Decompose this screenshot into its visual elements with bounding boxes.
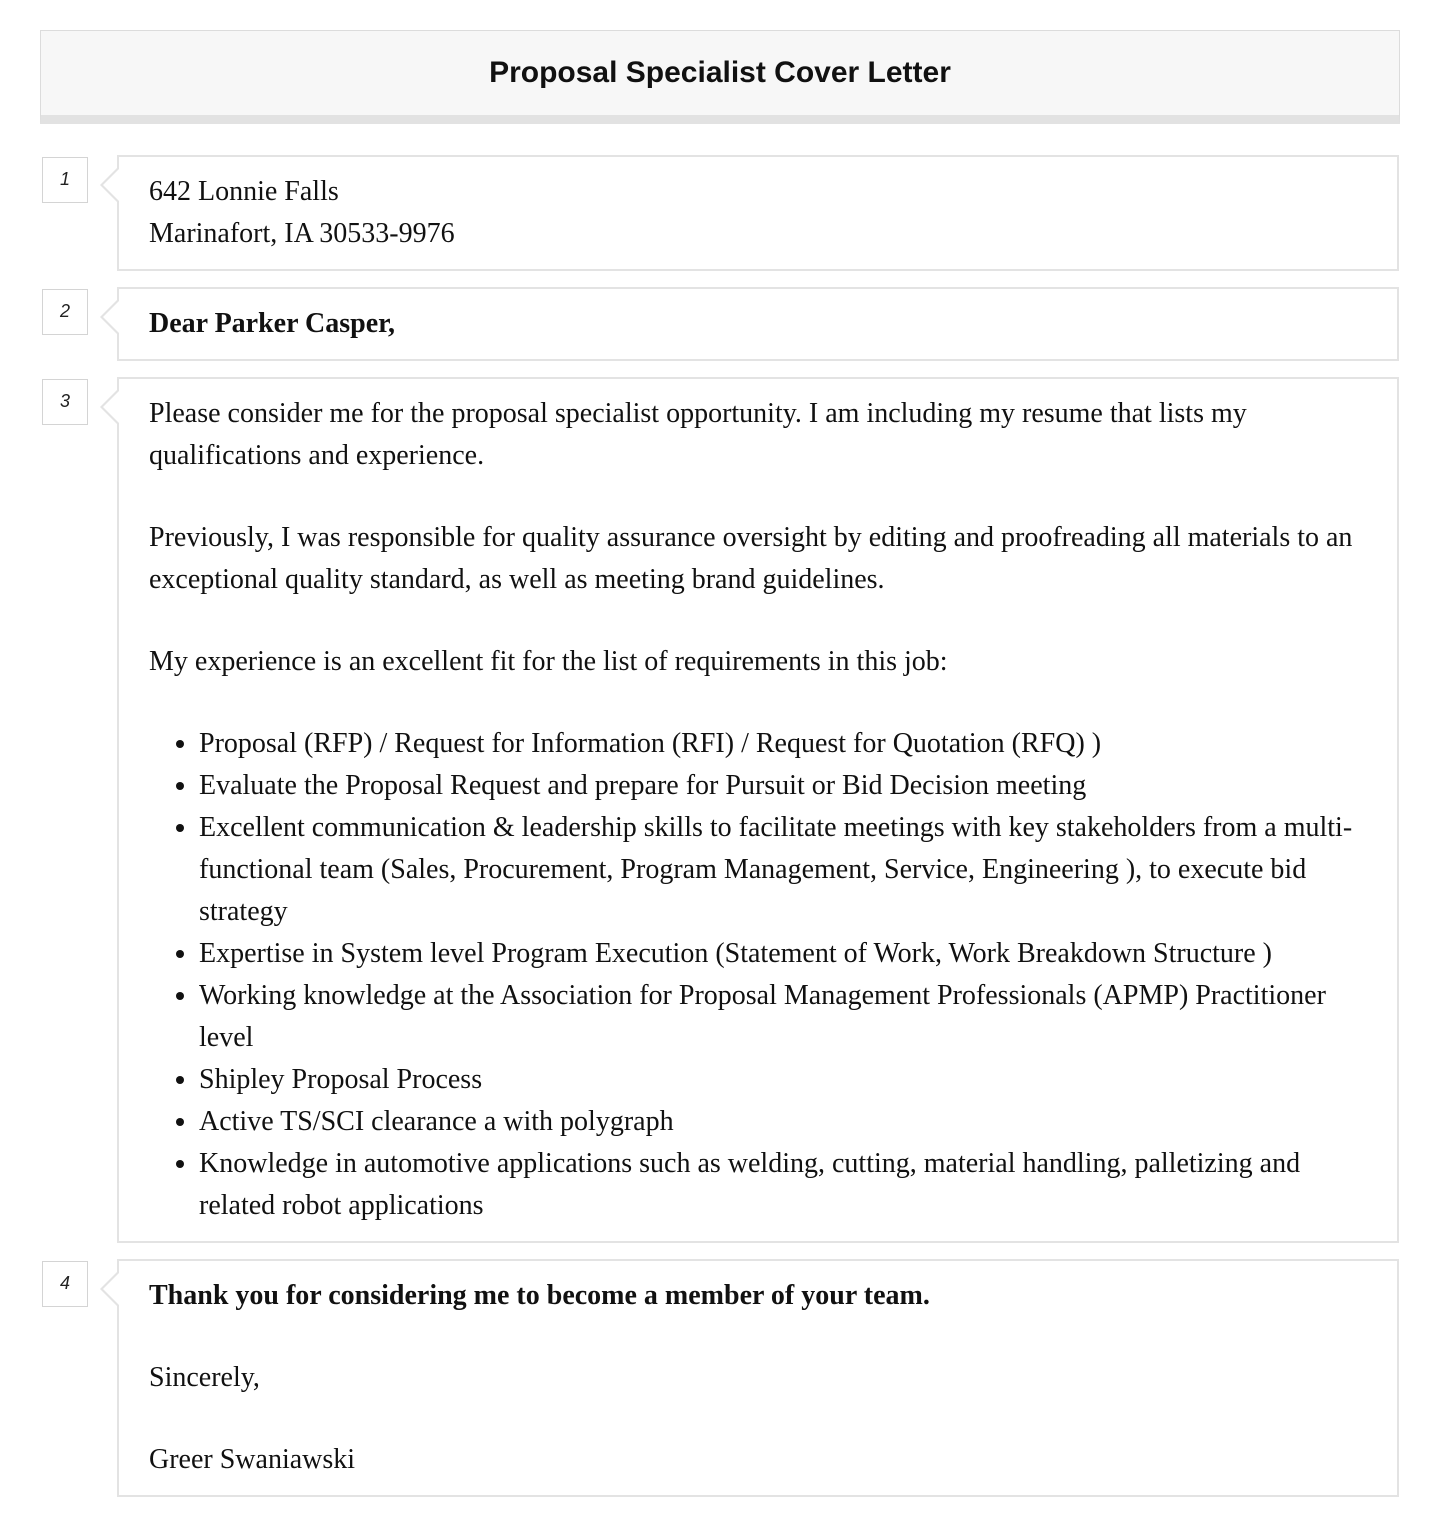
body-card bbox=[117, 377, 1399, 1243]
address-card bbox=[117, 155, 1399, 271]
intro-paragraph: Please consider me for the proposal specialist opportunity. I am including my resume that lists my qualifications and experience. bbox=[149, 398, 1247, 471]
list-item: • Expertise in System level Program Execution (Statement of Work, Work Breakdown Structure ) bbox=[199, 933, 1367, 975]
address-line-1: 642 Lonnie Falls bbox=[149, 176, 339, 207]
list-item: • Active TS/SCI clearance a with polygraph bbox=[199, 1101, 1367, 1143]
experience-paragraph: Previously, I was responsible for quality assurance oversight by editing and proofreading all materials to an exceptional quality standard, as well as meeting brand guidelines. bbox=[149, 522, 1353, 595]
list-item: • Working knowledge at the Association for Proposal Management Professionals (APMP) Practitioner level bbox=[199, 975, 1367, 1059]
signoff: Sincerely, bbox=[149, 1362, 260, 1393]
section-number-2: 2 bbox=[42, 289, 88, 335]
section-number-4: 4 bbox=[42, 1261, 88, 1307]
requirements-intro: My experience is an excellent fit for the list of requirements in this job: bbox=[149, 646, 948, 677]
page-header bbox=[40, 30, 1400, 124]
list-item: • Knowledge in automotive applications such as welding, cutting, material handling, palletizing and related robot applications bbox=[199, 1143, 1367, 1227]
list-item: • Proposal (RFP) / Request for Information (RFI) / Request for Quotation (RFQ) ) bbox=[199, 723, 1367, 765]
requirements-list bbox=[149, 723, 1367, 1227]
list-item: • Evaluate the Proposal Request and prepare for Pursuit or Bid Decision meeting bbox=[199, 765, 1367, 807]
greeting: Dear Parker Casper, bbox=[149, 308, 395, 339]
list-item: • Excellent communication & leadership skills to facilitate meetings with key stakeholders from a multi-functional team (Sales, Procurement, Program Management, Service, Engineering ), to execute bid strategy bbox=[199, 807, 1367, 933]
section-number-3: 3 bbox=[42, 379, 88, 425]
list-item: • Shipley Proposal Process bbox=[199, 1059, 1367, 1101]
greeting-card bbox=[117, 287, 1399, 361]
page-title: Proposal Specialist Cover Letter bbox=[489, 56, 951, 89]
section-number-1: 1 bbox=[42, 157, 88, 203]
address-line-2: Marinafort, IA 30533-9976 bbox=[149, 218, 455, 249]
signature-name: Greer Swaniawski bbox=[149, 1444, 356, 1475]
closing-statement: Thank you for considering me to become a member of your team. bbox=[149, 1280, 930, 1311]
closing-card bbox=[117, 1259, 1399, 1497]
